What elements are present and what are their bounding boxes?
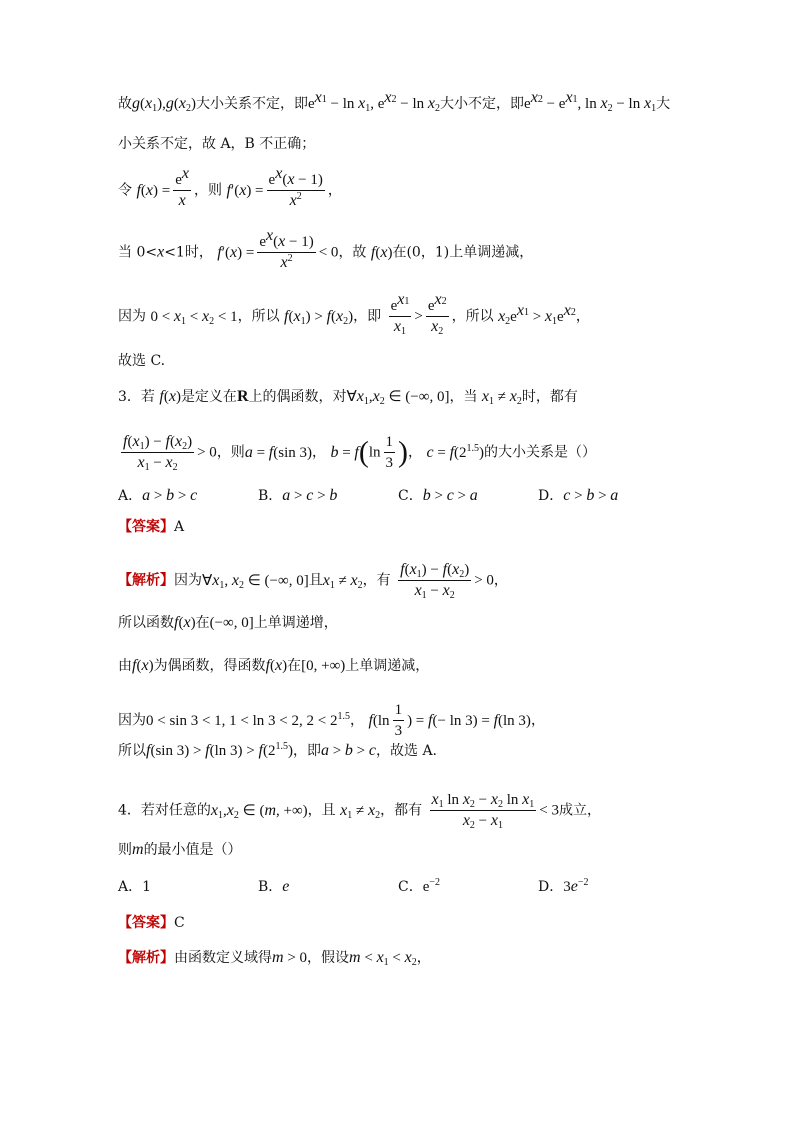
text: ，当: [449, 389, 478, 405]
option-label: B．: [258, 488, 283, 504]
option-d: [538, 486, 618, 506]
text: 上单调递增，: [253, 615, 338, 631]
analysis-line-4: [118, 700, 545, 741]
text: 时，都有: [521, 389, 578, 405]
text: ，则: [194, 182, 223, 199]
math: $c = f(2^{1.5})$: [426, 442, 485, 461]
text-line-2: [118, 134, 315, 154]
text: ，则: [216, 444, 245, 461]
option-b: [258, 486, 337, 506]
text: 是定义在: [180, 389, 237, 405]
math: x: [157, 243, 165, 261]
text: 所以函数: [118, 615, 174, 631]
math: f(x) =: [136, 181, 171, 199]
math: f(ln: [368, 711, 390, 729]
option-value: 1: [142, 879, 152, 895]
text: ，: [416, 950, 431, 966]
math: 0 < sin 3 < 1, 1 < ln 3 < 2, $2 < 2^{1.5}$: [146, 710, 350, 729]
fraction: $\frac{e^{x2}}{x_2}$: [427, 291, 447, 337]
math: ) = f(− ln 3) = f(ln 3): [407, 711, 531, 729]
question-4-stem: 4．若对任意的$x_1,x_2$ ∈ (m, +∞)，且 $x_1 \ne x_2$，都有 $\frac{x_1 \ln x_2 - x_2 \ln x_1}{x_2 - x_1}$ < 3成立，: [118, 791, 601, 831]
text: 大: [656, 96, 671, 112]
math: a > c > b: [282, 487, 338, 504]
option-label: A．: [118, 488, 143, 504]
option-c: [398, 486, 478, 506]
answer-tag: 【答案】: [118, 915, 174, 931]
text: 的大小关系是（）: [484, 444, 597, 461]
text-line-6: [118, 351, 165, 371]
text: ，: [327, 182, 342, 199]
text-line-1: [118, 89, 671, 114]
math: m: [132, 841, 144, 858]
math: f(x): [265, 657, 288, 674]
math: $x_1 \ne x_2$: [322, 571, 363, 591]
text: 的最小值是（）: [143, 842, 242, 858]
question-4-prompt: [118, 840, 242, 860]
text: ，都有: [380, 802, 423, 819]
text: 因为: [118, 308, 146, 325]
option-a: [118, 877, 151, 897]
math: $x_1 \ne x_2$: [340, 801, 381, 821]
text: 故: [118, 96, 132, 112]
math: $g(x_1),g(x_2)$: [132, 95, 196, 114]
option-a: [118, 486, 197, 506]
text-line-4: [118, 227, 534, 273]
math: f′(x) =: [217, 243, 255, 261]
text: ，: [575, 308, 590, 325]
text: ，所以: [451, 308, 494, 325]
math: $\forall x_1$, $x_2$ ∈ (−∞, 0]: [202, 571, 309, 591]
math: a = f(sin 3): [244, 443, 312, 461]
math: f(x): [370, 243, 393, 261]
analysis-line-1: 【解析】因为$\forall x_1$, $x_2$ ∈ (−∞, 0]且$x_1 \ne x_2$，有 $\frac{f(x_1) - f(x_2)}{x_1 - x_2}$ > 0，: [118, 561, 508, 601]
text: 上的偶函数，对: [248, 389, 347, 405]
fraction: $\frac{e^x(x - 1)}{x^2}$: [259, 227, 314, 271]
text: ，: [408, 444, 423, 461]
math: $0 < x_1 < x_2 < 1$: [150, 307, 238, 327]
math: $f(x_1) > f(x_2)$: [284, 307, 354, 327]
math: a > b > c: [320, 742, 376, 759]
fraction: $\frac{1}{3}$: [385, 434, 394, 471]
fraction: $\frac{e^x}{x}$: [175, 165, 190, 209]
option-label: D．: [538, 879, 564, 895]
math: f(x): [174, 614, 196, 631]
math: m > 0: [272, 949, 308, 966]
text: ，故选 A.: [376, 743, 438, 759]
text: 上单调递减，: [345, 658, 430, 674]
math: (−∞, 0]: [209, 615, 254, 631]
analysis-tag: 【解析】: [118, 950, 174, 966]
math: e: [282, 878, 290, 895]
math: c > b > a: [563, 487, 619, 504]
answer-line: [118, 913, 185, 933]
text: ，且: [307, 802, 336, 819]
text: <1时，: [164, 244, 213, 261]
text: 所以: [118, 743, 146, 759]
math: f(sin 3) > f(ln $3) > f(2^{1.5})$: [146, 741, 293, 759]
math: b = f: [330, 443, 359, 461]
answer-value: A: [174, 519, 185, 535]
math: $e^{x1} - \ln x_1$, $e^{x2} - \ln x_2$: [307, 89, 441, 114]
text: ，故: [338, 244, 367, 261]
math: < 0: [318, 244, 339, 261]
text: 由: [118, 658, 132, 674]
option-label: C．: [398, 488, 423, 504]
text: ，即: [353, 308, 382, 325]
math: $x_1,x_2$ ∈ (m, +∞): [210, 801, 308, 821]
option-label: B．: [258, 879, 283, 895]
math: $\forall x_1,x_2$ ∈ (−∞, 0]: [346, 388, 450, 407]
text: 在: [195, 615, 210, 631]
text: ，有: [362, 572, 391, 589]
math: f′(x) =: [226, 181, 264, 199]
answer-line: [118, 517, 184, 537]
text: 大小不定，即: [440, 96, 525, 112]
text: 在: [287, 658, 302, 674]
text: 因为: [118, 712, 146, 729]
analysis-tag: 【解析】: [118, 572, 174, 589]
math: $e^{-2}$: [422, 877, 441, 895]
option-label: A．: [118, 879, 143, 895]
option-c: [398, 877, 440, 897]
analysis-line-2: [118, 613, 338, 633]
math: [0, +∞): [301, 658, 346, 674]
option-label: D．: [538, 488, 564, 504]
text: 大小关系不定，即: [195, 96, 308, 112]
text: 4．若对任意的: [118, 802, 211, 819]
text: 因为: [174, 572, 202, 589]
fraction: $\frac{e^x(x - 1)}{x^2}$: [268, 165, 323, 209]
question-3-stem: [118, 387, 578, 407]
text: 由函数定义域得: [174, 950, 272, 966]
text: 当 0<: [118, 244, 158, 261]
option-d: [538, 877, 588, 897]
text-line-3: [118, 165, 342, 211]
text: ，: [493, 572, 508, 589]
text: 故选 C.: [118, 353, 166, 369]
text: 则: [118, 842, 132, 858]
fraction: $\frac{f(x_1) - f(x_2)}{x_1 - x_2}$: [400, 561, 470, 601]
math: a > b > c: [142, 487, 198, 504]
option-b: [258, 877, 289, 897]
text: ，即: [292, 743, 321, 759]
option-label: C．: [398, 879, 423, 895]
fraction: $\frac{x_1 \ln x_2 - x_2 \ln x_1}{x_2 - x_1}$: [431, 791, 535, 831]
fraction: $\frac{e^{x1}}{x_1}$: [390, 291, 410, 337]
text: 令: [118, 182, 132, 199]
math: f(x): [132, 657, 154, 674]
math: $x_1 \ne x_2$: [481, 388, 522, 407]
text: 且: [308, 572, 323, 589]
math: b > c > a: [422, 487, 478, 504]
math: $e^{x2} - e^{x1}$, $\ln x_2 - \ln x_1$: [524, 89, 657, 114]
text: ，假设: [307, 950, 350, 966]
analysis-line-5: [118, 741, 437, 761]
question-3-condition: $\frac{f(x_1) - f(x_2)}{x_1 - x_2}$ > 0，则a = f(sin 3)， b = f(ln $\frac{1}{3}$ )， $c = f(2^{1.5})$的大小关系是（）: [123, 433, 597, 473]
text: ，: [311, 444, 326, 461]
math: $m < x_1 < x_2$: [349, 949, 417, 968]
text: 3．若: [118, 389, 155, 405]
math: $x_2e^{x1} > x_1e^{x2}$: [498, 301, 576, 327]
answer-tag: 【答案】: [118, 519, 174, 535]
text: 小关系不定，故 A，B 不正确；: [118, 136, 316, 152]
real-set: R: [236, 388, 249, 405]
fraction: $\frac{1}{3}$: [394, 702, 403, 739]
fraction: $\frac{f(x_1) - f(x_2)}{x_1 - x_2}$: [123, 433, 193, 473]
text: ，: [530, 712, 545, 729]
math: f(x): [159, 388, 181, 405]
text-line-5: 因为 $0 < x_1 < x_2 < 1$，所以 $f(x_1) > f(x_2)$，即 $\frac{e^{x1}}{x_1}$ > $\frac{e^{x2}}{x_2}$ ，所以 $x_2e^{x1} > x_1e^{x2}$，: [118, 291, 590, 337]
answer-value: C: [174, 915, 185, 931]
analysis-line-1: [118, 948, 431, 968]
text: ，: [349, 712, 364, 729]
text: 成立，: [559, 802, 601, 819]
analysis-line-3: [118, 656, 429, 676]
text: 为偶函数，得函数: [153, 658, 266, 674]
text: 在(0，1)上单调递减，: [392, 244, 534, 261]
text: ，所以: [237, 308, 280, 325]
math: $3e^{-2}$: [563, 877, 589, 895]
